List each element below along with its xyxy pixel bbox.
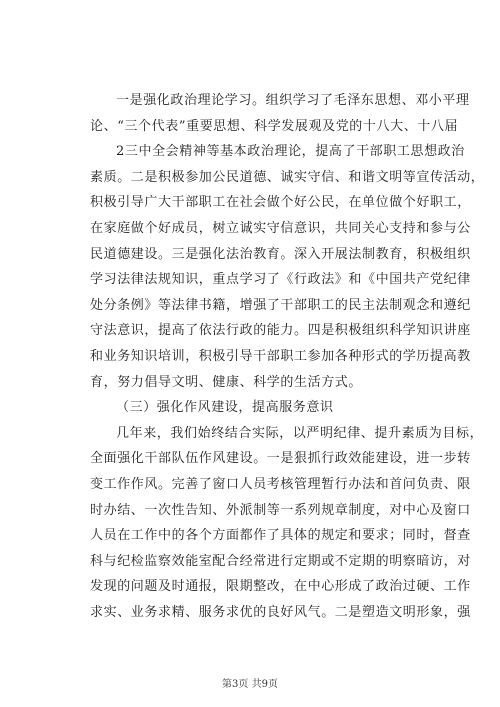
section-heading: （三）强化作风建设，提高服务意识 — [116, 400, 334, 416]
text-line: 和业务知识培训，积极引导干部职工参加各种形式的学历提高教 — [90, 348, 471, 364]
text-line: 一是强化政治理论学习。组织学习了毛泽东思想、邓小平理 — [116, 93, 470, 108]
page-number: 第3页 共9页 — [222, 679, 278, 690]
text-line: 几年来，我们始终结合实际，以严明纪律、提升素质为目标， — [116, 425, 484, 441]
text-line: 育，努力倡导文明、健康、科学的生活方式。 — [90, 374, 363, 390]
text-line: 人员在工作中的各个方面都作了具体的规定和要求；同时，督查 — [90, 528, 471, 544]
text-line: 守法意识，提高了依法行政的能力。四是积极组织科学知识讲座 — [90, 323, 471, 339]
text-line: 在家庭做个好成员，树立诚实守信意识，共同关心支持和参与公 — [90, 220, 471, 236]
text-line: 2三中全会精神等基本政治理论，提高了干部职工思想政治 — [116, 144, 465, 160]
text-line: 全面强化干部队伍作风建设。一是狠抓行政效能建设，进一步转 — [90, 451, 471, 467]
text-line: 处分条例》等法律书籍，增强了干部职工的民主法制观念和遵纪 — [90, 297, 471, 313]
text-line: 民道德建设。三是强化法治教育。深入开展法制教育，积极组织 — [90, 246, 471, 262]
text-line: 学习法律法规知识，重点学习了《行政法》和《中国共产党纪律 — [90, 272, 471, 288]
text-line: 变工作作风。完善了窗口人员考核管理暂行办法和首问负责、限 — [90, 476, 471, 492]
document-body — [90, 88, 485, 625]
text-line: 积极引导广大干部职工在社会做个好公民，在单位做个好职工， — [90, 195, 471, 211]
page-footer — [0, 675, 500, 690]
text-line: 发现的问题及时通报，限期整改，在中心形成了政治过硬、工作 — [90, 579, 471, 595]
text-line: 科与纪检监察效能室配合经常进行定期或不定期的明察暗访，对 — [90, 553, 471, 569]
text-line: 时办结、一次性告知、外派制等一系列规章制度，对中心及窗口 — [90, 502, 471, 518]
text-line: 论、“三个代表”重要思想、科学发展观及党的十八大、十八届 — [90, 118, 459, 134]
text-line: 素质。二是积极参加公民道德、诚实守信、和谐文明等宣传活动， — [90, 169, 485, 185]
text-line: 求实、业务求精、服务求优的良好风气。二是塑造文明形象，强 — [90, 604, 471, 620]
